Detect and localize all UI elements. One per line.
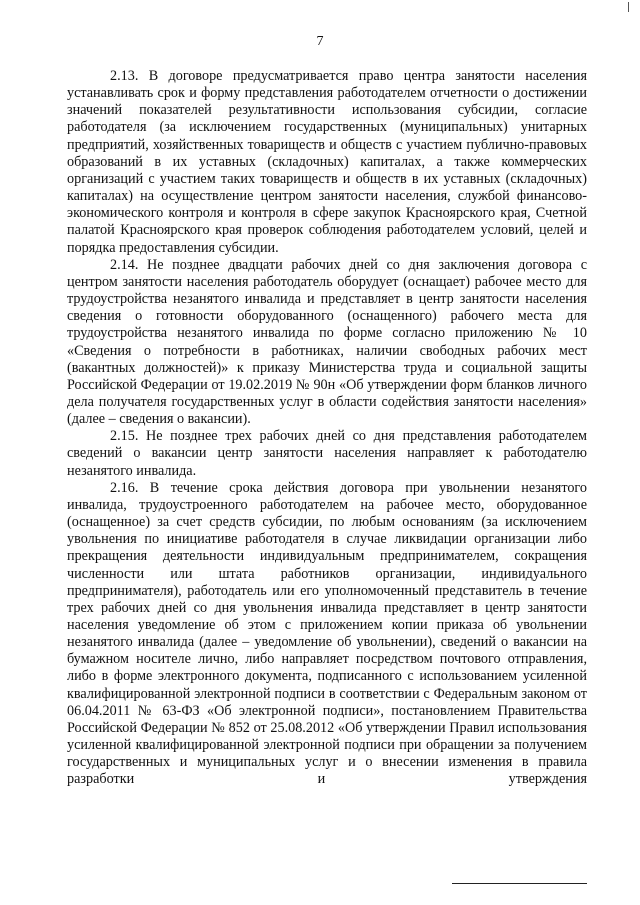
corner-mark <box>628 2 632 12</box>
paragraph-2-13: 2.13. В договоре предусматривается право центра занятости населения устанавливать срок и форму представления работодателем отчетности о достижении значений показателей результативности использования субсидии, согласие работодателя (за исключением государственных (муниципальных) унитарных предприятий, хозяйственных товариществ и обществ с участием публично-правовых образований в их уставных (складочных) капиталах, а также коммерческих организаций с участием таких товариществ и обществ в их уставных (складочных) капиталах) на осуществление центром занятости населения, службой финансово-экономического контроля и контроля в сфере закупок Красноярского края, Счетной палатой Красноярского края проверок соблюдения работодателем условий, целей и порядка предоставления субсидии. <box>67 68 587 256</box>
paragraph-2-15: 2.15. Не позднее трех рабочих дней со дня представления работодателем сведений о вакансии центр занятости населения направляет к работодателю незанятого инвалида. <box>67 428 587 479</box>
paragraph-2-16: 2.16. В течение срока действия договора при увольнении незанятого инвалида, трудоустроенного работодателем на рабочее место, оборудованное (оснащенное) за счет средств субсидии, по любым основаниям (за исключением увольнения по инициативе работодателя в случае ликвидации организации либо прекращения деятельности индивидуальным предпринимателем, сокращения численности или штата работников организации, индивидуального предпринимателя), работодатель или его уполномоченный представитель в течение трех рабочих дней со дня увольнения инвалида представляет в центр занятости населения уведомление об этом с приложением копии приказа об увольнении незанятого инвалида (далее – уведомление об увольнении), сведений о вакансии на бумажном носителе лично, либо направляет посредством почтового отправления, либо в форме электронного документа, подписанного с использованием усиленной квалифицированной электронной подписи в соответствии с Федеральным законом от 06.04.2011 № 63-ФЗ «Об электронной подписи», постановлением Правительства Российской Федерации № 852 от 25.08.2012 «Об утверждении Правил использования усиленной квалифицированной электронной подписи при обращении за получением государственных и муниципальных услуг и о внесении изменения в правила разработки и утверждения <box>67 479 587 788</box>
page-number: 7 <box>316 34 324 49</box>
footer-rule <box>452 883 587 884</box>
document-body <box>67 68 587 789</box>
paragraph-2-14: 2.14. Не позднее двадцати рабочих дней со дня заключения договора с центром занятости населения работодатель оборудует (оснащает) рабочее место для трудоустройства незанятого инвалида и представляет в центр занятости населения сведения о готовности оборудованного (оснащенного) рабочего места для трудоустройства незанятого инвалида по форме согласно приложению № 10 «Сведения о потребности в работниках, наличии свободных рабочих мест (вакантных должностей)» к приказу Министерства труда и социальной защиты Российской Федерации от 19.02.2019 № 90н «Об утверждении форм бланков личного дела получателя государственных услуг в области содействия занятости населения» (далее – сведения о вакансии). <box>67 256 587 428</box>
